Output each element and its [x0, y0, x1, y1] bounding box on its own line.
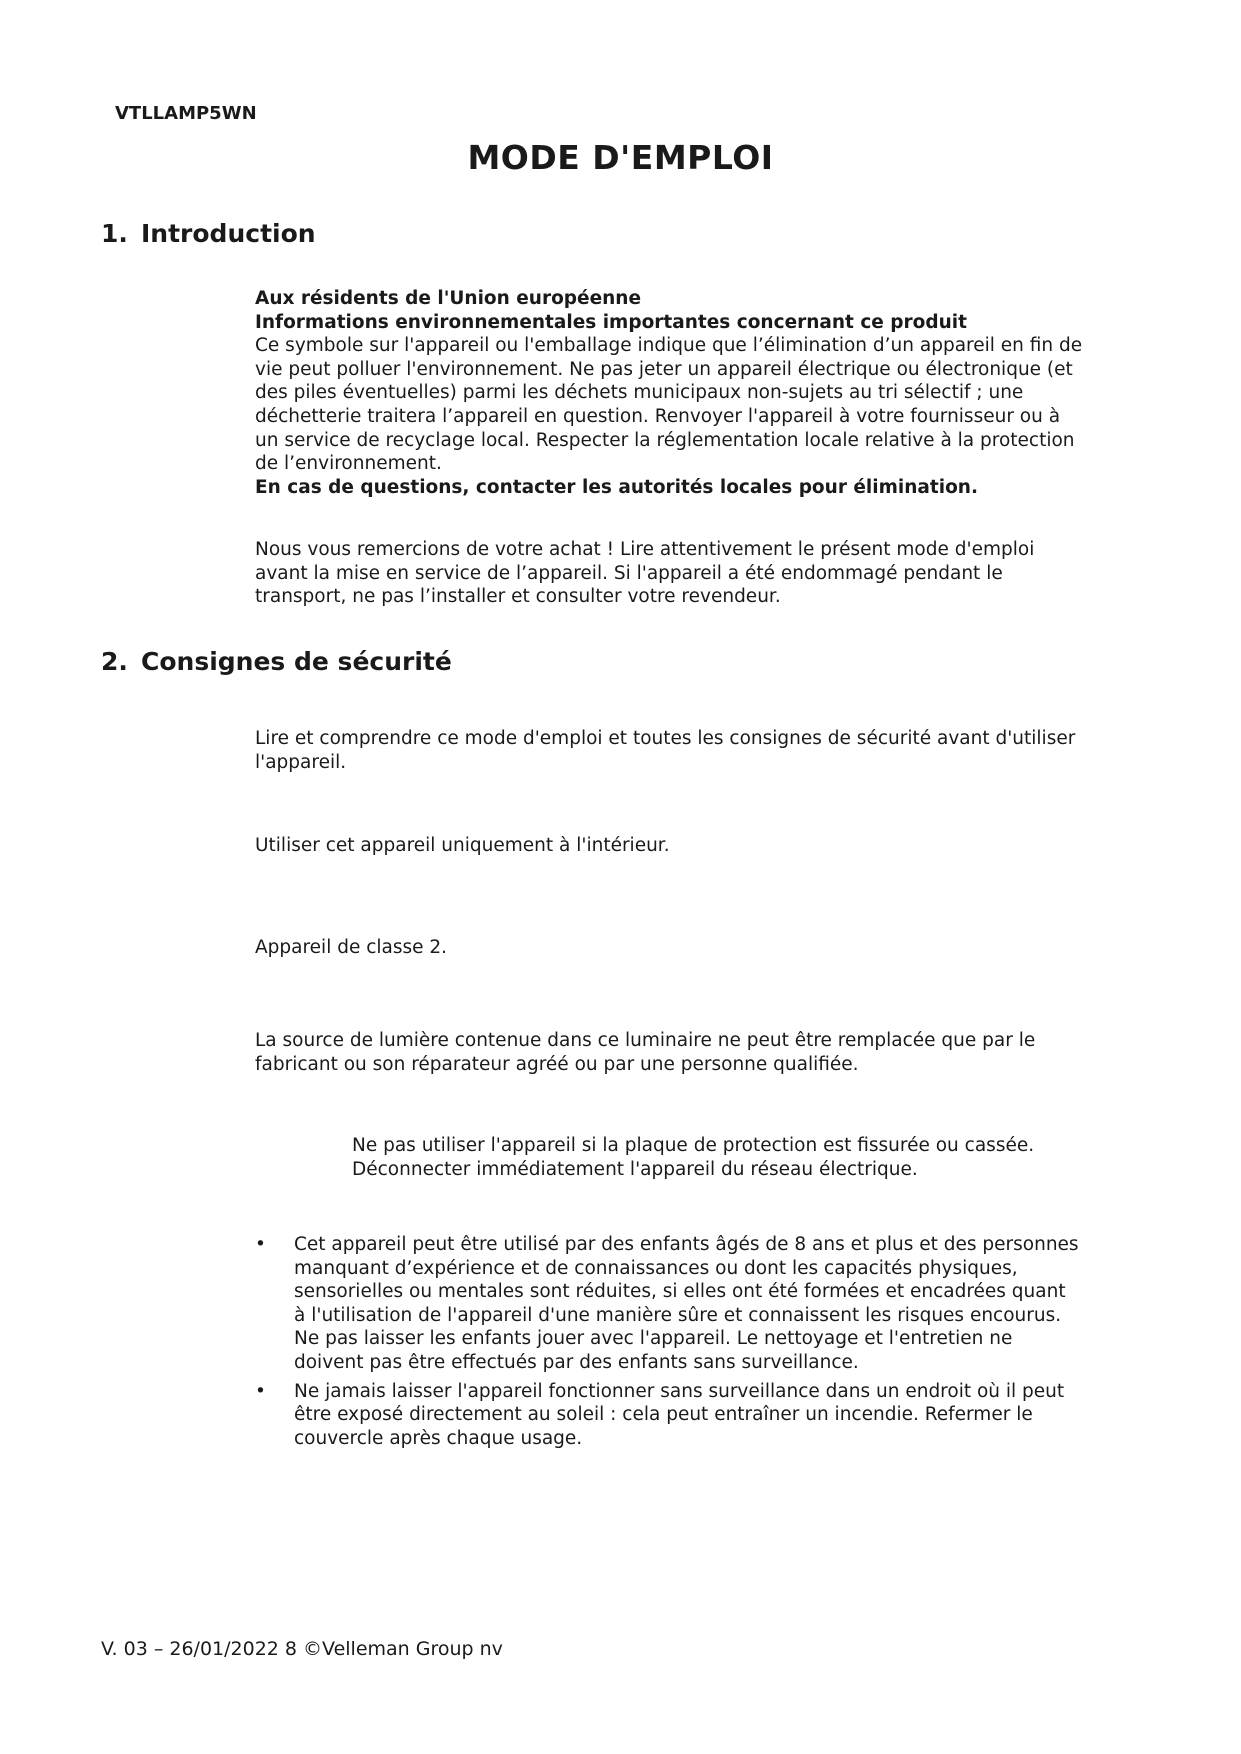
protection-plate-note [352, 1134, 1152, 1181]
page-footer: V. 03 – 26/01/2022 8 ©Velleman Group nv [101, 1638, 503, 1660]
section-number: 1. [101, 219, 128, 248]
read-line: l'appareil. [255, 751, 347, 773]
model-number: VTLLAMP5WN [115, 103, 257, 124]
bullet-line: manquant d’expérience et de connaissances ou dont les capacités physiques, [294, 1257, 1018, 1279]
safety-bullet-list [255, 1233, 1135, 1455]
thanks-paragraph [255, 538, 1135, 609]
env-line: de l’environnement. [255, 453, 442, 475]
bullet-line: être exposé directement au soleil : cela peut entraîner un incendie. Refermer le [294, 1404, 1033, 1426]
plate-line: Déconnecter immédiatement l'appareil du réseau électrique. [352, 1158, 918, 1180]
env-line: vie peut polluer l'environnement. Ne pas jeter un appareil électrique ou électronique (et [255, 358, 1073, 380]
light-line: fabricant ou son réparateur agréé ou par une personne qualifiée. [255, 1053, 859, 1075]
bullet-icon: • [255, 1234, 266, 1255]
thanks-line: Nous vous remercions de votre achat ! Lire attentivement le présent mode d'emploi [255, 539, 1035, 560]
env-line: Ce symbole sur l'appareil ou l'emballage indique que l’élimination d’un appareil en fin de [255, 335, 1083, 357]
section-title: Introduction [141, 219, 316, 248]
eu-heading: Aux résidents de l'Union européenne [255, 288, 642, 309]
bullet-line: sensorielles ou mentales sont réduites, si elles ont été formées et encadrées quant [294, 1281, 1066, 1303]
environment-notice [255, 287, 1135, 499]
thanks-line: avant la mise en service de l’appareil. Si l'appareil a été endommagé pendant le [255, 562, 1003, 584]
class-2-note: Appareil de classe 2. [255, 937, 448, 958]
bullet-line: Ne jamais laisser l'appareil fonctionner sans surveillance dans un endroit où il peut [294, 1380, 1065, 1402]
list-item [255, 1233, 1135, 1375]
env-heading: Informations environnementales importantes concernant ce produit [255, 311, 967, 333]
questions-note: En cas de questions, contacter les autorités locales pour élimination. [255, 476, 978, 498]
bullet-line: Ne pas laisser les enfants jouer avec l'appareil. Le nettoyage et l'entretien ne [294, 1328, 1013, 1350]
bullet-line: doivent pas être effectués par des enfants sans surveillance. [294, 1351, 859, 1373]
plate-line: Ne pas utiliser l'appareil si la plaque de protection est fissurée ou cassée. [352, 1135, 1035, 1156]
bullet-line: couvercle après chaque usage. [294, 1427, 583, 1449]
bullet-icon: • [255, 1380, 266, 1402]
section-number: 2. [101, 647, 128, 676]
page-title: MODE D'EMPLOI [467, 138, 774, 177]
list-item [255, 1380, 1135, 1451]
section-heading-introduction [101, 219, 316, 248]
bullet-line: Cet appareil peut être utilisé par des enfants âgés de 8 ans et plus et des personnes [294, 1234, 1079, 1255]
bullet-line: à l'utilisation de l'appareil d'une manière sûre et connaissent les risques encourus. [294, 1304, 1062, 1326]
light-source-note [255, 1029, 1135, 1076]
env-line: des piles éventuelles) parmi les déchets municipaux non-sujets au tri sélectif ; une [255, 382, 1024, 404]
env-line: déchetterie traitera l’appareil en question. Renvoyer l'appareil à votre fournisseur ou à [255, 405, 1061, 427]
env-line: un service de recyclage local. Respecter la réglementation locale relative à la protection [255, 429, 1075, 451]
section-heading-safety [101, 647, 452, 676]
thanks-line: transport, ne pas l’installer et consulter votre revendeur. [255, 586, 781, 608]
indoor-use: Utiliser cet appareil uniquement à l'intérieur. [255, 835, 670, 856]
read-line: Lire et comprendre ce mode d'emploi et toutes les consignes de sécurité avant d'utiliser [255, 728, 1076, 749]
read-instructions [255, 727, 1135, 774]
light-line: La source de lumière contenue dans ce luminaire ne peut être remplacée que par le [255, 1030, 1036, 1051]
section-title: Consignes de sécurité [141, 647, 452, 676]
